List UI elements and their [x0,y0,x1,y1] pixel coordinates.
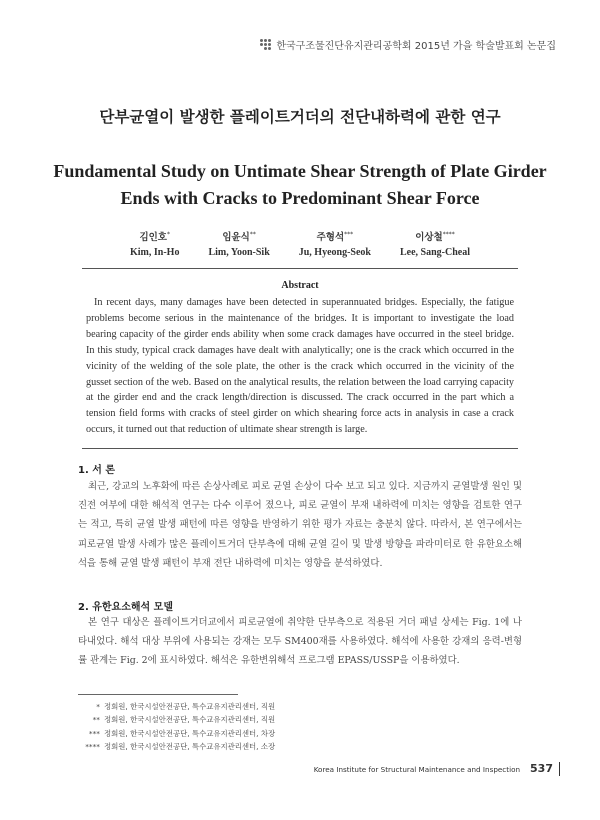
author-name-ko: 이상철 [415,232,443,244]
footnote-text: 정회원, 한국시설안전공단, 특수교유지관리센터, 직원 [104,702,276,711]
footer-organization: Korea Institute for Structural Maintenance and Inspection [313,764,521,774]
english-title: Fundamental Study on Untimate Shear Strength of Plate Girder Ends with Cracks to Predominant Shear Force [53,161,547,208]
author-list [130,227,470,260]
page-footer [314,762,560,776]
section-heading-introduction: 1. 서 론 [78,465,116,476]
section-body-introduction: 최근, 강교의 노후화에 따른 손상사례로 피로 균열 손상이 다수 보고 되고 있다. 지금까지 균열발생 원인 및 진전 여부에 대한 해석적 연구는 다수 이루어 졌으나, 피로 균열이 부재 내하력에 미치는 영향을 검토한 연구는 적고, 특히 균열 발생 패턴에 따른 영향을 반영하기 위한 평가 자료는 충분치 않다. 따라서, 본 연구에서는 피로균열 발생 사례가 많은 플레이트거더 단부측에 대해 균열 길이 및 발생 방향을 파라미터로 한 유한요소해석을 통해 균열 발생 패턴이 부재 전단 내하력에 미치는 영향을 분석하였다. [78,481,522,569]
footnote-text: 정회원, 한국시설안전공단, 특수교유지관리센터, 소장 [104,742,276,752]
korean-title: 단부균열이 발생한 플레이트거더의 전단내하력에 관한 연구 [99,108,501,126]
author-name-ko: 주형석 [316,232,345,244]
running-header-text: 한국구조물진단유지관리공학회 2015년 가을 학술발표회 논문집 [276,41,556,52]
footnote-rule [78,694,238,695]
footnote-mark: *** [88,728,100,738]
footnote [78,740,378,753]
abstract-top-rule [82,268,518,269]
footnote-text: 정회원, 한국시설안전공단, 특수교유지관리센터, 직원 [104,715,276,725]
author-name-ko: 임윤식 [222,232,250,244]
author-name-en: Lim, Yoon-Sik [208,247,270,259]
footnote-mark: ** [92,715,100,725]
footnote-mark: * [96,702,100,711]
author-name-ko: 김인호 [139,232,167,244]
author-name-en: Lee, Sang-Cheal [399,247,470,259]
footnote [78,700,378,713]
abstract-text: In recent days, many damages have been detected in superannuated bridges. Especially, the fatigue problems become serious in the maintenance of the bridges. It is important to investigate the load bearing capacity of the girder ends ability when some crack damages have occurred in the steel bridge. In this study, typical crack damages have dealt with analytically; one is the crack which occurred in the vicinity of the welding of the sole plate, the other is the crack which occurred in the vicinity of the gusset section of the web. Based on the analytical results, the relation between the load carrying capacity at the girder end and the crack length/direction is discussed. The crack occurred in the part which a tension field forms with cracks of steel girder on which shearing force acts in analysis in case a crack occurs, it turned out that reduction of ultimate shear strength is large. [86,297,514,436]
author-name-en: Kim, In-Ho [130,247,180,259]
section-heading-fe-model: 2. 유한요소해석 모델 [78,602,173,613]
author-mark: * [166,231,170,238]
footnote-mark: **** [85,742,100,752]
author-name-en: Ju, Hyeong-Seok [298,247,371,259]
author [400,227,470,260]
footnote [78,713,378,726]
footnote [78,727,378,740]
dot-grid-icon [260,39,271,50]
author-mark: *** [344,231,354,238]
author [299,227,371,260]
running-header [260,37,556,52]
abstract-heading: Abstract [281,280,319,291]
footnote-text: 정회원, 한국시설안전공단, 특수교유지관리센터, 차장 [104,728,276,738]
page-number: 537 [530,762,560,776]
section-body-fe-model: 본 연구 대상은 플레이트거더교에서 피로균열에 취약한 단부측으로 적용된 거더 패널 상세는 Fig. 1에 나타내었다. 해석 대상 부위에 사용되는 강재는 모두 SM400재를 사용하였다. 해석에 사용한 강재의 응력-변형률 관계는 Fig. 2에 표시하였다. 해석은 유한변위해석 프로그램 EPASS/USSP을 이용하였다. [78,617,522,667]
author-mark: ** [249,231,256,238]
author-mark: **** [442,231,455,238]
author [208,227,269,260]
author [130,227,179,260]
footnotes [78,700,378,754]
abstract-bottom-rule [82,448,518,449]
